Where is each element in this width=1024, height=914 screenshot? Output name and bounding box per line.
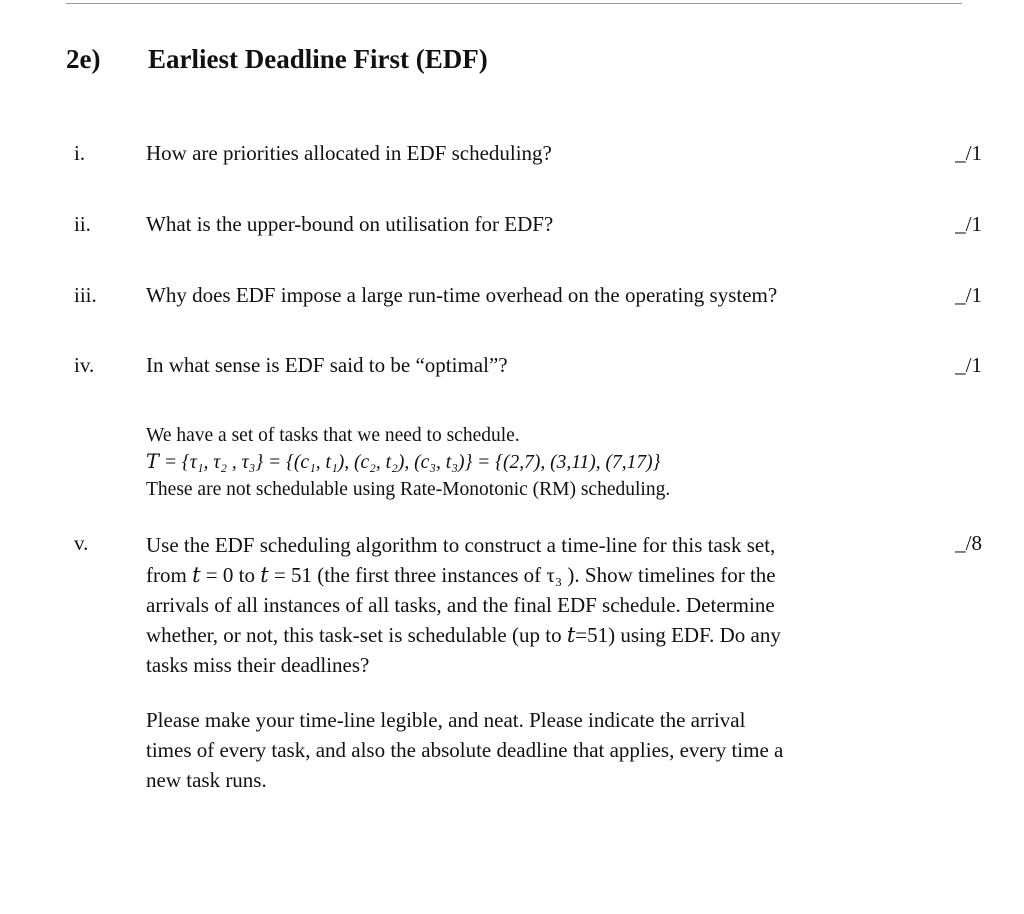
question-number: iv. [74, 353, 95, 377]
question-marks: _/1 [955, 353, 982, 377]
question-number: i. [74, 141, 86, 165]
top-divider [66, 3, 962, 4]
question-number: iii. [74, 283, 97, 307]
task-set-context [146, 422, 670, 503]
task-set-formula: 𝑇 = {τ₁, τ₂ , τ₃} = {(c₁, t₁), (c₂, t₂), (c₃, t₃)} = {(2,7), (3,11), (7,17)} [146, 452, 661, 473]
context-note: These are not schedulable using Rate-Monotonic (RM) scheduling. [146, 479, 671, 500]
instruction-line: new task runs. [146, 768, 267, 792]
question-text [146, 530, 926, 680]
question-line: from 𝑡 = 0 to 𝑡 = 51 (the first three instances of τ₃ ). Show timelines for the [146, 563, 776, 587]
question-line: whether, or not, this task-set is schedulable (up to 𝑡=51) using EDF. Do any [146, 623, 781, 647]
instruction-line: Please make your time-line legible, and neat. Please indicate the arrival [146, 708, 746, 732]
section-title: Earliest Deadline First (EDF) [148, 44, 488, 74]
question-marks: _/1 [955, 141, 982, 165]
instruction-line: times of every task, and also the absolute deadline that applies, every time a [146, 738, 784, 762]
question-marks: _/1 [955, 212, 982, 236]
question-line: tasks miss their deadlines? [146, 653, 370, 677]
question-text: Why does EDF impose a large run-time overhead on the operating system? [146, 283, 778, 307]
question-marks: _/8 [955, 531, 982, 555]
question-number: v. [74, 531, 89, 555]
question-text: How are priorities allocated in EDF scheduling? [146, 141, 552, 165]
question-text: What is the upper-bound on utilisation for EDF? [146, 212, 554, 236]
section-number: 2e) [66, 44, 101, 74]
question-number: ii. [74, 212, 91, 236]
question-marks: _/1 [955, 283, 982, 307]
question-line: arrivals of all instances of all tasks, and the final EDF schedule. Determine [146, 593, 775, 617]
timeline-instructions [146, 705, 926, 795]
question-text: In what sense is EDF said to be “optimal”? [146, 353, 508, 377]
context-intro: We have a set of tasks that we need to schedule. [146, 425, 520, 446]
question-line: Use the EDF scheduling algorithm to construct a time-line for this task set, [146, 533, 776, 557]
